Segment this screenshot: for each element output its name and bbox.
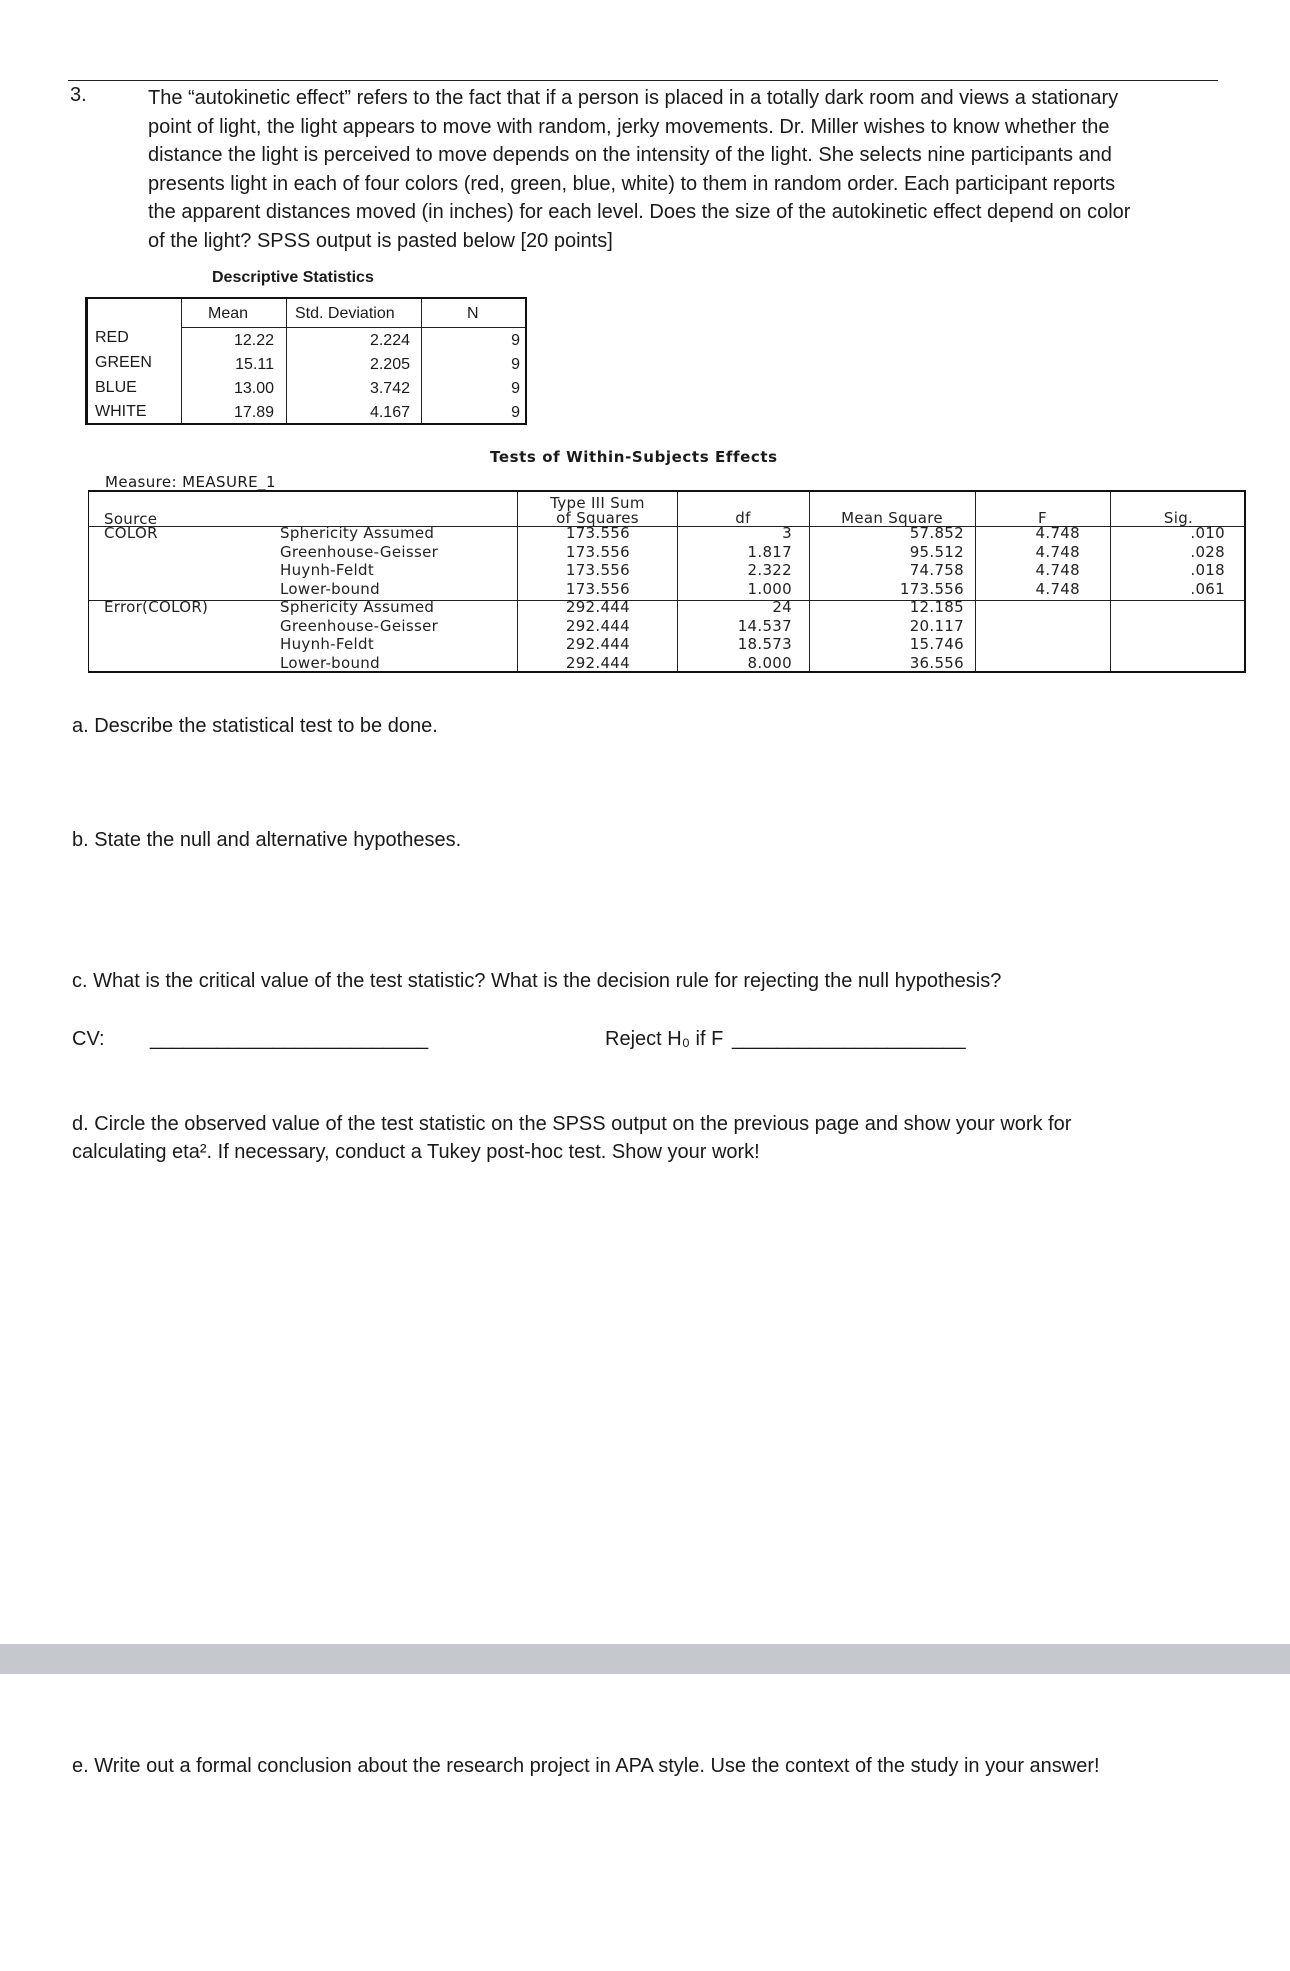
method-label: Sphericity Assumed xyxy=(280,598,435,616)
part-e-prompt: e. Write out a formal conclusion about the research project in APA style. Use the context of the study in your answer! xyxy=(72,1755,1100,1777)
cv-label: CV: xyxy=(72,1028,105,1050)
part-b-prompt: b. State the null and alternative hypotheses. xyxy=(72,829,462,851)
df-value: 8.000 xyxy=(747,654,792,672)
df-value: 24 xyxy=(772,598,792,616)
reject-rule-blank[interactable]: _____________________ xyxy=(732,1028,966,1050)
part-a-prompt: a. Describe the statistical test to be done. xyxy=(72,715,438,737)
part-d-prompt-line1: d. Circle the observed value of the test statistic on the SPSS output on the previous page and show your work for xyxy=(72,1113,1072,1135)
sig-value: .010 xyxy=(1190,524,1225,542)
question-text xyxy=(148,84,1218,256)
method-label: Lower-bound xyxy=(280,654,380,672)
reject-rule-label: Reject H₀ if F xyxy=(605,1028,724,1050)
method-label: Huynh-Feldt xyxy=(280,561,374,579)
source-label-color: COLOR xyxy=(104,524,158,542)
column-header-mean: Mean xyxy=(208,305,249,322)
ms-value: 57.852 xyxy=(909,524,964,542)
ms-value: 95.512 xyxy=(909,543,964,561)
table-divider xyxy=(677,492,678,671)
ss-value: 292.444 xyxy=(565,617,630,635)
df-value: 14.537 xyxy=(737,617,792,635)
within-subjects-table xyxy=(88,490,1246,673)
descriptive-statistics-table xyxy=(85,297,527,425)
df-value: 2.322 xyxy=(747,561,792,579)
ss-value: 173.556 xyxy=(565,524,630,542)
question-number: 3. xyxy=(70,84,87,106)
page-break-band xyxy=(0,1644,1290,1674)
sd-value: 3.742 xyxy=(369,380,410,397)
table-divider xyxy=(181,299,182,423)
df-value: 1.817 xyxy=(747,543,792,561)
df-value: 18.573 xyxy=(737,635,792,653)
row-label-green: GREEN xyxy=(95,354,152,371)
f-value: 4.748 xyxy=(1035,524,1080,542)
question-line: the apparent distances moved (in inches) for each level. Does the size of the autokinetic effect depend on color xyxy=(148,201,1131,224)
df-value: 3 xyxy=(782,524,792,542)
ss-value: 173.556 xyxy=(565,580,630,598)
question-top-rule xyxy=(68,80,1218,81)
method-label: Huynh-Feldt xyxy=(280,635,374,653)
method-label: Sphericity Assumed xyxy=(280,524,435,542)
n-value: 9 xyxy=(511,380,520,397)
sd-value: 2.205 xyxy=(369,356,410,373)
ms-value: 12.185 xyxy=(909,598,964,616)
sig-value: .028 xyxy=(1190,543,1225,561)
ss-value: 292.444 xyxy=(565,598,630,616)
row-label-blue: BLUE xyxy=(95,379,137,396)
n-value: 9 xyxy=(511,332,520,349)
n-value: 9 xyxy=(511,404,520,421)
mean-value: 13.00 xyxy=(233,380,274,397)
sd-value: 2.224 xyxy=(369,332,410,349)
column-header-f: F xyxy=(1038,509,1047,527)
ms-value: 173.556 xyxy=(899,580,964,598)
sig-value: .061 xyxy=(1190,580,1225,598)
question-line: presents light in each of four colors (red, green, blue, white) to them in random order. Each participant reports xyxy=(148,172,1116,195)
ss-value: 173.556 xyxy=(565,543,630,561)
mean-value: 17.89 xyxy=(233,404,274,421)
column-header-sig: Sig. xyxy=(1163,509,1194,527)
f-value: 4.748 xyxy=(1035,580,1080,598)
table-header-rule xyxy=(181,327,525,328)
question-line: The “autokinetic effect” refers to the fact that if a person is placed in a totally dark room and views a stationary xyxy=(148,87,1119,109)
measure-label: Measure: MEASURE_1 xyxy=(105,473,276,491)
n-value: 9 xyxy=(511,356,520,373)
table-divider xyxy=(1110,492,1111,671)
mean-value: 12.22 xyxy=(233,332,274,349)
ss-value: 173.556 xyxy=(565,561,630,579)
question-line: distance the light is perceived to move depends on the intensity of the light. She selects nine participants and xyxy=(148,144,1112,167)
df-value: 1.000 xyxy=(747,580,792,598)
column-header-source: Source xyxy=(104,510,158,528)
table-group-rule xyxy=(89,600,1244,601)
method-label: Greenhouse-Geisser xyxy=(280,617,439,635)
source-label-error: Error(COLOR) xyxy=(104,598,209,616)
ms-value: 36.556 xyxy=(909,654,964,672)
method-label: Greenhouse-Geisser xyxy=(280,543,439,561)
descriptive-statistics-title: Descriptive Statistics xyxy=(212,269,374,286)
sd-value: 4.167 xyxy=(369,404,410,421)
ms-value: 15.746 xyxy=(909,635,964,653)
f-value: 4.748 xyxy=(1035,561,1080,579)
question-line: of the light? SPSS output is pasted below [20 points] xyxy=(148,229,613,252)
row-label-white: WHITE xyxy=(95,403,147,420)
ms-value: 74.758 xyxy=(909,561,964,579)
part-d-prompt-line2: calculating eta². If necessary, conduct a Tukey post-hoc test. Show your work! xyxy=(72,1141,760,1163)
column-header-mean-square: Mean Square xyxy=(841,509,943,527)
part-c-prompt: c. What is the critical value of the test statistic? What is the decision rule for rejecting the null hypothesis? xyxy=(72,970,1002,992)
column-header-std-deviation: Std. Deviation xyxy=(295,305,395,322)
column-header-df: df xyxy=(735,509,751,527)
method-label: Lower-bound xyxy=(280,580,380,598)
table-divider xyxy=(286,299,287,423)
column-header-ss-line2: of Squares xyxy=(556,509,639,527)
table-divider xyxy=(809,492,810,671)
ss-value: 292.444 xyxy=(565,654,630,672)
ms-value: 20.117 xyxy=(909,617,964,635)
within-subjects-title: Tests of Within-Subjects Effects xyxy=(490,448,778,466)
sig-value: .018 xyxy=(1190,561,1225,579)
ss-value: 292.444 xyxy=(565,635,630,653)
question-line: point of light, the light appears to move with random, jerky movements. Dr. Miller wishes to know whether the xyxy=(148,115,1110,138)
mean-value: 15.11 xyxy=(235,356,274,373)
table-divider xyxy=(975,492,976,671)
column-header-n: N xyxy=(467,305,479,322)
column-header-ss-line1: Type III Sum xyxy=(550,494,645,512)
cv-answer-blank[interactable]: _________________________ xyxy=(150,1028,429,1050)
table-divider xyxy=(421,299,422,423)
f-value: 4.748 xyxy=(1035,543,1080,561)
row-label-red: RED xyxy=(95,329,129,346)
table-divider xyxy=(517,492,518,671)
